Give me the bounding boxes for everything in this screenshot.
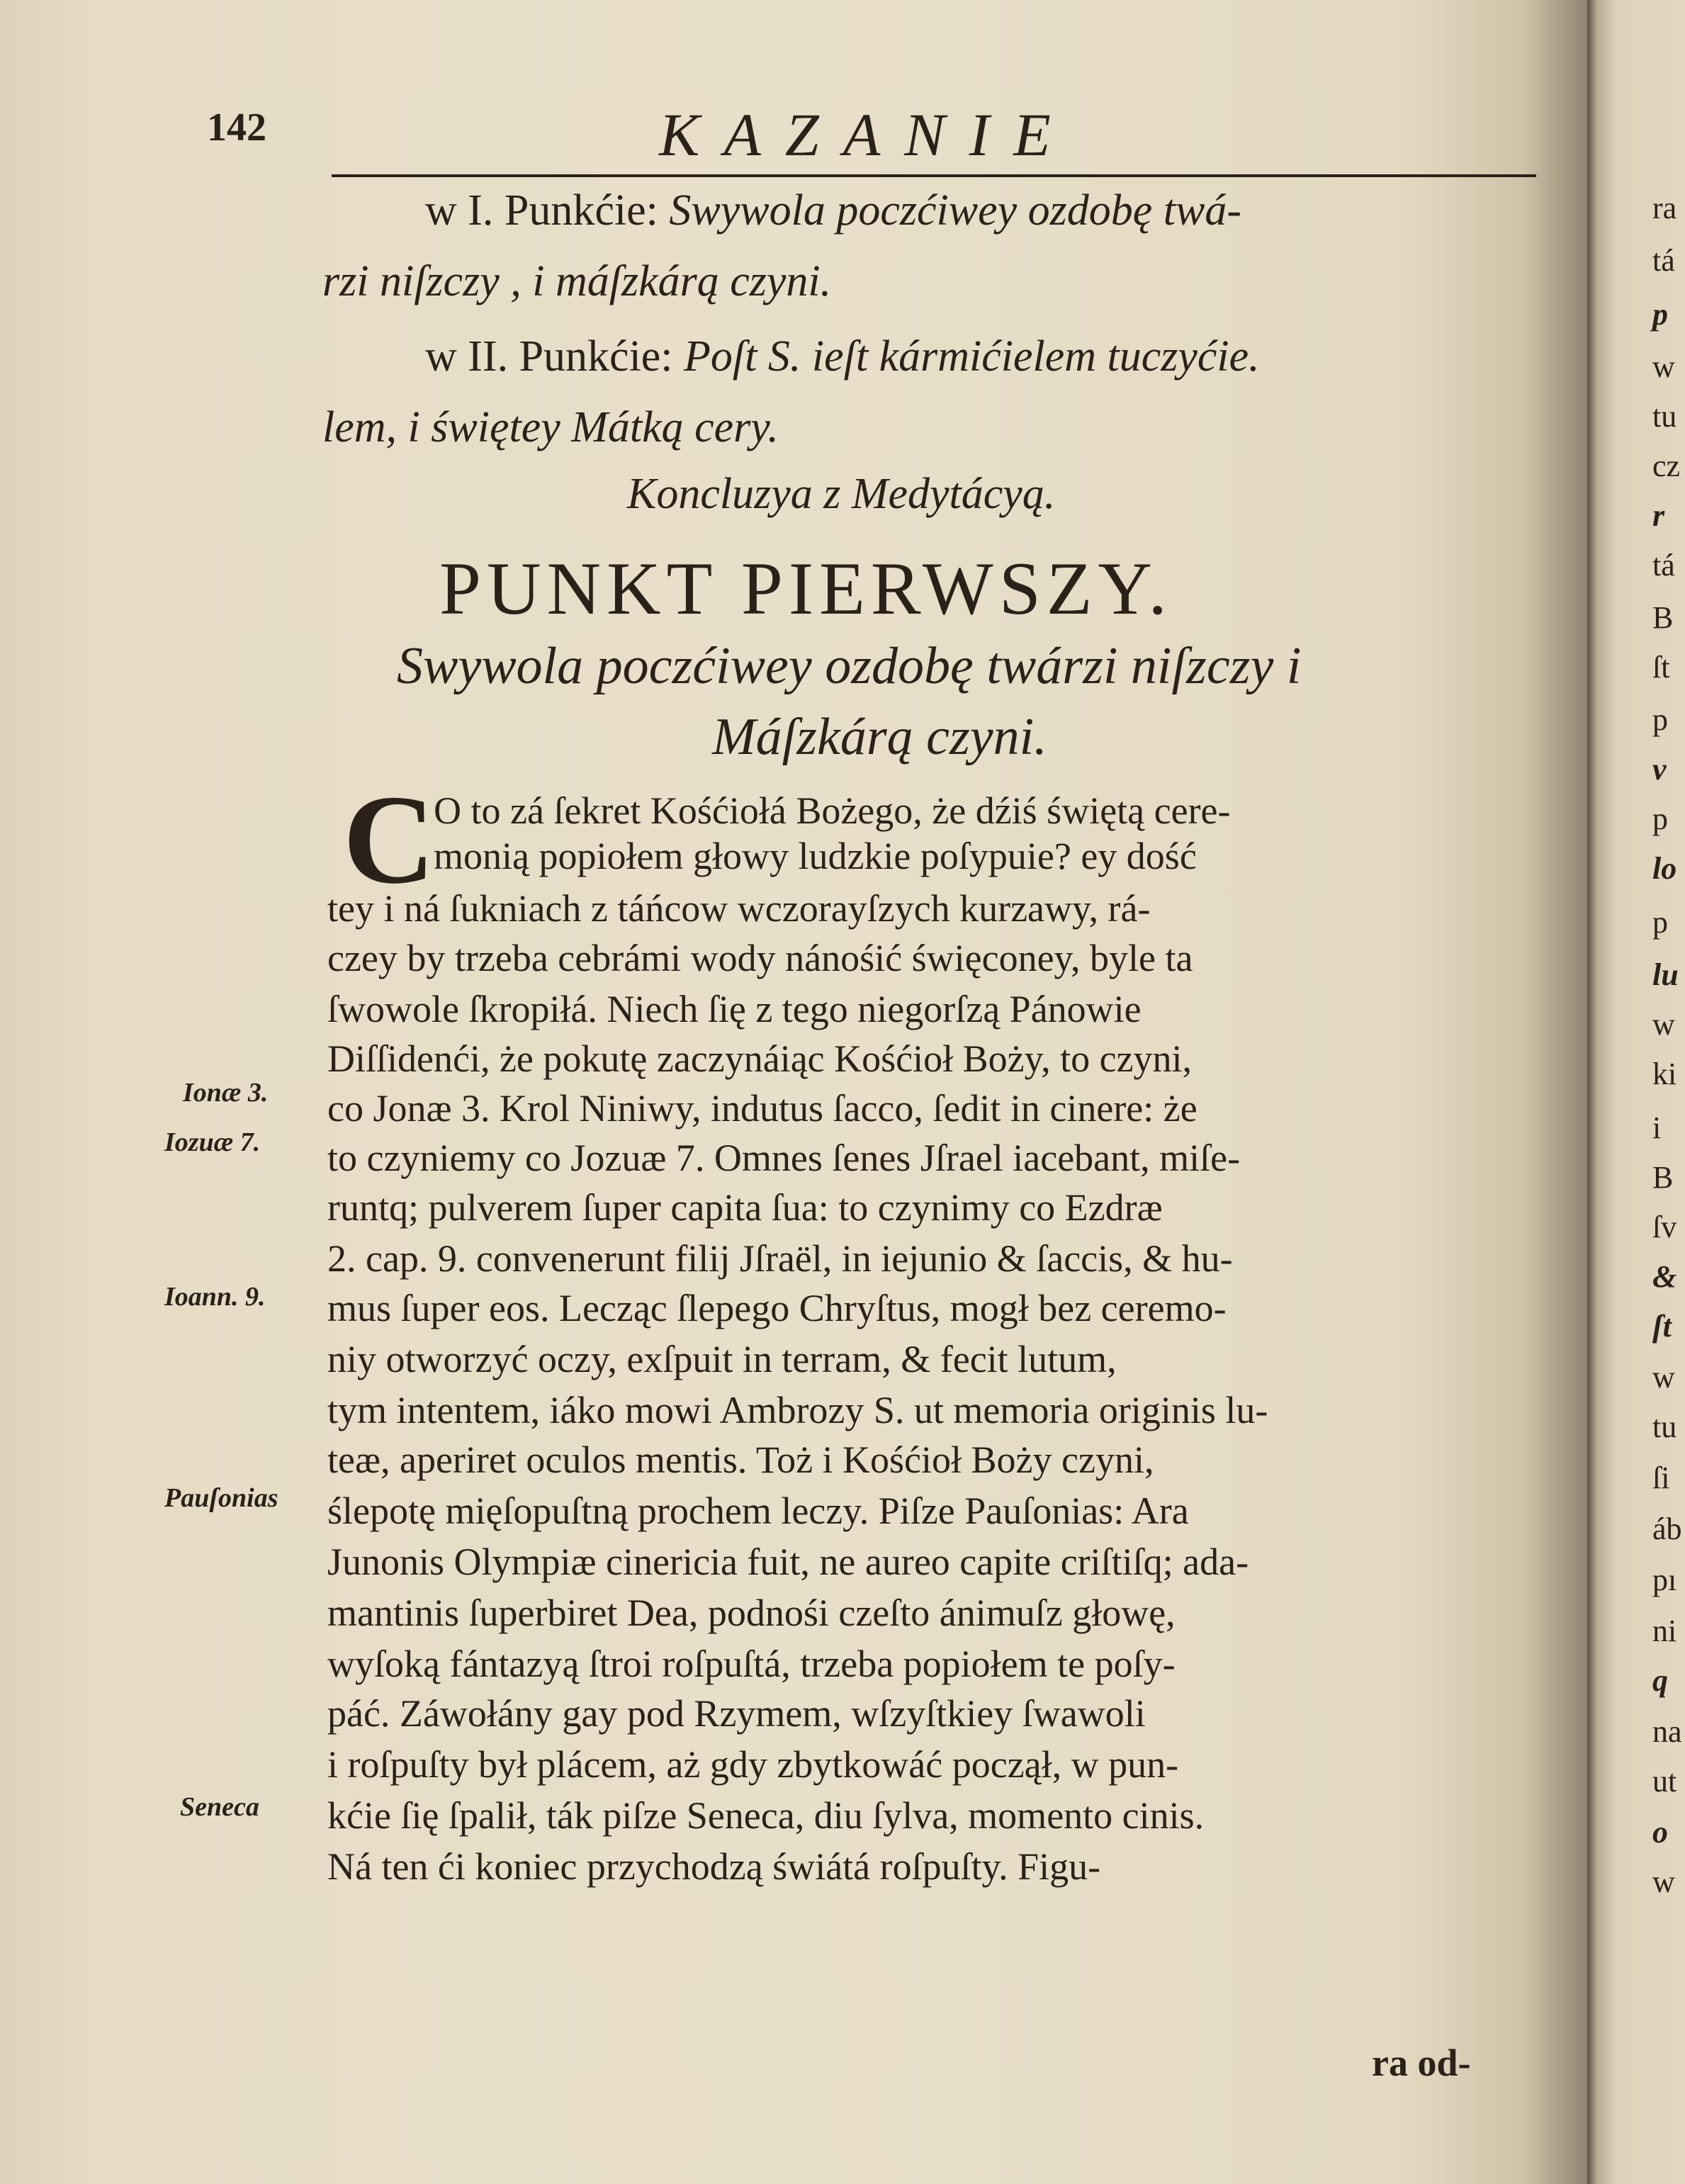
body-line: monią popiołem głowy ludzkie poſypuie? ey dość xyxy=(434,835,1197,877)
next-page-fragment: v xyxy=(1652,752,1667,787)
margin-note: Ionæ 3. xyxy=(183,1078,269,1108)
next-page-fragment: tá xyxy=(1652,243,1675,278)
next-page-fragment: áb xyxy=(1652,1512,1682,1546)
next-page-fragment: i xyxy=(1652,1110,1662,1145)
summary-line-prefix: w II. Punkćie: xyxy=(425,332,684,381)
body-line: Ná ten ći koniec przychodzą świátá roſpuſty. Figu- xyxy=(327,1845,1101,1888)
next-page-fragment: B xyxy=(1652,1160,1674,1195)
book-page-right-edge xyxy=(1587,0,1685,2184)
body-line: tym intentem, iáko mowi Ambrozy S. ut memoria originis lu- xyxy=(327,1389,1268,1431)
next-page-fragment: p xyxy=(1652,702,1668,737)
body-line: Junonis Olympiæ cinericia fuit, ne aureo capite criſtiſq; ada- xyxy=(327,1541,1249,1583)
margin-note: Pauſonias xyxy=(164,1483,278,1513)
summary-line-italic: lem, i świętey Mátką cery. xyxy=(322,403,779,451)
next-page-fragment: p xyxy=(1652,905,1668,940)
summary-line xyxy=(627,469,1055,519)
next-page-fragment: p xyxy=(1652,297,1668,332)
drop-cap: C xyxy=(343,769,435,910)
summary-line xyxy=(322,403,779,452)
next-page-fragment: B xyxy=(1652,600,1674,635)
page-number: 142 xyxy=(207,106,266,150)
next-page-fragment: ſt xyxy=(1652,1309,1672,1344)
body-line: to czyniemy co Jozuæ 7. Omnes ſenes Jſrael iacebant, miſe- xyxy=(327,1137,1241,1179)
summary-line xyxy=(322,257,831,306)
body-line: mus ſuper eos. Lecząc ſlepego Chryſtus, mogł bez ceremo- xyxy=(327,1287,1227,1329)
next-page-fragment: ki xyxy=(1652,1057,1677,1091)
summary-line-italic: Koncluzya z Medytácyą. xyxy=(627,470,1056,518)
margin-note: Seneca xyxy=(180,1792,259,1822)
summary-line xyxy=(425,332,1260,381)
body-line: páć. Záwołány gay pod Rzymem, wſzyſtkiey ſwawoli xyxy=(327,1692,1146,1735)
body-line: Diſſidenći, że pokutę zaczynáiąc Kośćioł Boży, to czyni, xyxy=(327,1037,1193,1080)
body-line: 2. cap. 9. convenerunt filij Jſraël, in iejunio & ſaccis, & hu- xyxy=(327,1237,1233,1280)
next-page-fragment: & xyxy=(1652,1259,1677,1294)
body-line: tey i ná ſukniach z táńcow wczorayſzych kurzawy, rá- xyxy=(327,887,1151,930)
next-page-fragment: pı xyxy=(1652,1563,1677,1597)
next-page-fragment: ra xyxy=(1652,191,1677,225)
summary-line xyxy=(425,186,1241,235)
body-line: niy otworzyć oczy, exſpuit in terram, & fecit lutum, xyxy=(327,1338,1117,1380)
next-page-fragment: w xyxy=(1652,1864,1675,1899)
next-page-fragment: p xyxy=(1652,801,1668,836)
next-page-fragment: tá xyxy=(1652,548,1675,582)
body-line: i roſpuſty był plácem, aż gdy zbytkowáć począł, w pun- xyxy=(327,1743,1179,1786)
body-line: teæ, aperiret oculos mentis. Toż i Kośćioł Boży czyni, xyxy=(327,1439,1154,1481)
next-page-fragment: w xyxy=(1652,349,1675,384)
body-line: co Jonæ 3. Krol Niniwy, indutus ſacco, ſedit in cinere: że xyxy=(327,1087,1197,1130)
next-page-fragment: ſi xyxy=(1652,1460,1670,1495)
section-title: PUNKT PIERWSZY. xyxy=(439,547,1173,630)
body-line: kćie ſię ſpalił, ták piſze Seneca, diu ſylva, momento cinis. xyxy=(327,1794,1205,1837)
next-page-fragment: ſv xyxy=(1652,1210,1677,1244)
section-subtitle: Swywola poczćiwey ozdobę twárzi niſzczy i xyxy=(397,637,1302,695)
header-rule xyxy=(332,174,1536,177)
next-page-fragment: q xyxy=(1652,1663,1668,1698)
summary-line-italic: Swywola poczćiwey ozdobę twá- xyxy=(669,186,1241,235)
next-page-fragment: lo xyxy=(1652,851,1677,886)
next-page-fragment: r xyxy=(1652,498,1665,533)
margin-note: Iozuæ 7. xyxy=(164,1127,261,1157)
next-page-fragment: o xyxy=(1652,1815,1668,1850)
next-page-fragment: tu xyxy=(1652,1409,1677,1444)
next-page-fragment: w xyxy=(1652,1360,1675,1395)
body-line: runtq; pulverem ſuper capita ſua: to czynimy co Ezdræ xyxy=(327,1186,1163,1229)
next-page-fragment: na xyxy=(1652,1714,1682,1749)
margin-note: Ioann. 9. xyxy=(164,1282,266,1312)
next-page-fragment: lu xyxy=(1652,957,1679,992)
body-line: O to zá ſekret Kośćiołá Bożego, że dźiś świętą cere- xyxy=(434,789,1231,832)
next-page-fragment: ſt xyxy=(1652,650,1670,685)
catchword: ra od- xyxy=(1372,2042,1471,2084)
next-page-fragment: w xyxy=(1652,1007,1675,1042)
summary-line-italic: Poſt S. ieſt kármićielem tuczyćie. xyxy=(684,332,1260,381)
body-line: ſwowole ſkropiłá. Niech ſię z tego niegorſzą Pánowie xyxy=(327,988,1142,1030)
body-line: wyſoką fántazyą ſtroi roſpuſtá, trzeba popiołem te poſy- xyxy=(327,1643,1176,1685)
running-head: KAZANIE xyxy=(659,101,1075,169)
next-page-fragment: cz xyxy=(1652,449,1681,483)
body-line: czey by trzeba cebrámi wody nánośić święconey, byle ta xyxy=(327,937,1193,979)
next-page-fragment: tu xyxy=(1652,399,1677,434)
summary-line-italic: rzi niſzczy , i máſzkárą czyni. xyxy=(322,257,832,305)
body-line: mantinis ſuperbiret Dea, podnośi czeſto ánimuſz głowę, xyxy=(327,1592,1176,1634)
body-line: ślepotę mięſopuſtną prochem leczy. Piſze Pauſonias: Ara xyxy=(327,1490,1189,1532)
next-page-fragment: ni xyxy=(1652,1614,1677,1648)
summary-line-prefix: w I. Punkćie: xyxy=(425,186,670,235)
next-page-fragment: ut xyxy=(1652,1764,1677,1799)
section-subtitle: Máſzkárą czyni. xyxy=(712,708,1047,766)
